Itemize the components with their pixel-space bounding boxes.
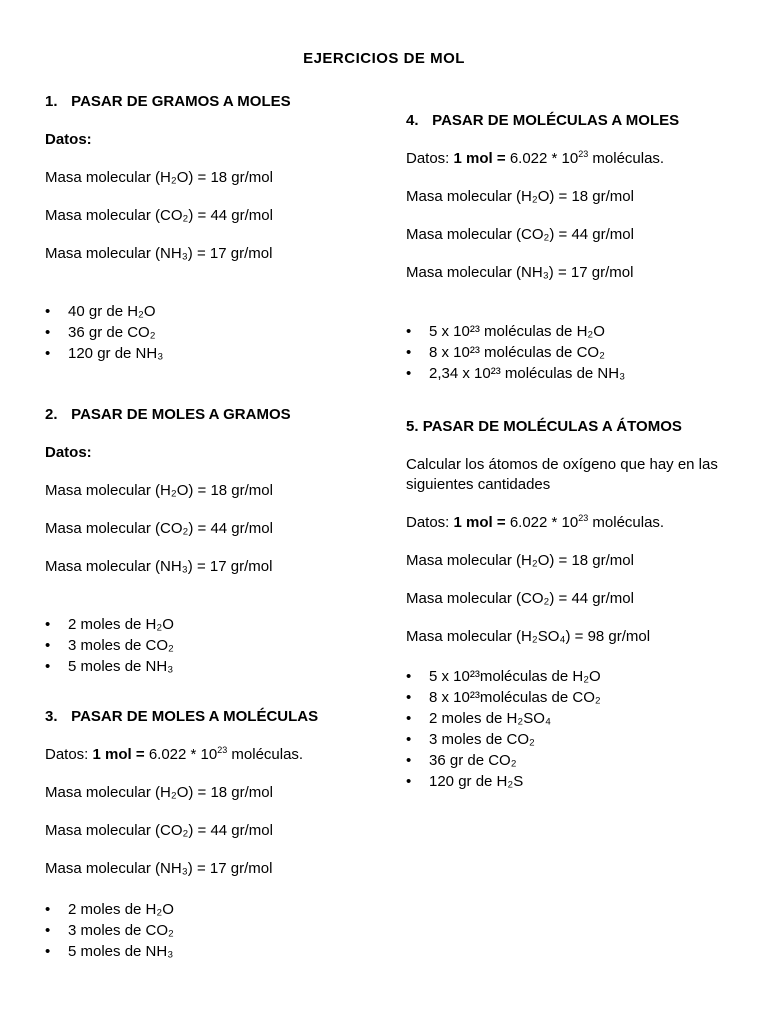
section-2-list [45, 614, 385, 677]
page-title: EJERCICIOS DE MOL [303, 50, 465, 67]
section-3-heading [45, 707, 385, 727]
section-1-line-co2: Masa molecular (CO₂) = 44 gr/mol [45, 207, 273, 224]
section-4-line-nh3: Masa molecular (NH₃) = 17 gr/mol [406, 264, 634, 281]
list-item: • 36 gr de CO₂ [45, 324, 156, 341]
section-5-title: PASAR DE MOLÉCULAS A ÁTOMOS [422, 418, 682, 435]
section-3-list [45, 899, 385, 962]
list-item: • 3 moles de CO₂ [406, 731, 535, 748]
section-5-line-h2o: Masa molecular (H₂O) = 18 gr/mol [406, 552, 634, 569]
list-item: • 120 gr de H₂S [406, 773, 524, 790]
section-3-line-co2: Masa molecular (CO₂) = 44 gr/mol [45, 822, 273, 839]
section-4-title: PASAR DE MOLÉCULAS A MOLES [432, 112, 680, 129]
list-item: • 2 moles de H₂SO₄ [406, 710, 551, 727]
section-2-datos: Datos: [45, 444, 92, 461]
section-3-datos: Datos: 1 mol = $6.022 * 10^{23}$ moléculas. [45, 745, 304, 763]
list-item: • 120 gr de NH₃ [45, 345, 164, 362]
section-4-list [406, 321, 746, 384]
list-item: • 40 gr de H₂O [45, 303, 156, 320]
section-4-number: 4. [406, 112, 419, 129]
section-2-line-h2o: Masa molecular (H₂O) = 18 gr/mol [45, 482, 273, 499]
section-5-line-h2so4: Masa molecular (H₂SO₄) = 98 gr/mol [406, 628, 651, 645]
section-5-heading [406, 417, 746, 437]
list-item: • 8 x 10²³moléculas de CO₂ [406, 689, 601, 706]
section-4 [406, 111, 746, 384]
section-2-line-nh3: Masa molecular (NH₃) = 17 gr/mol [45, 558, 273, 575]
section-2-line-co2: Masa molecular (CO₂) = 44 gr/mol [45, 520, 273, 537]
section-2-heading [45, 405, 385, 425]
section-5-list [406, 666, 746, 792]
list-item: • 2 moles de H₂O [45, 616, 174, 633]
list-item: • 8 x 10²³ moléculas de CO₂ [406, 344, 605, 361]
list-item: • 5 moles de NH₃ [45, 943, 174, 960]
section-1-line-nh3: Masa molecular (NH₃) = 17 gr/mol [45, 245, 273, 262]
list-item: • 5 x 10²³moléculas de H₂O [406, 668, 601, 685]
section-3-title: PASAR DE MOLES A MOLÉCULAS [71, 708, 319, 725]
section-3-number: 3. [45, 708, 58, 725]
list-item: • 3 moles de CO₂ [45, 922, 174, 939]
section-4-line-h2o: Masa molecular (H₂O) = 18 gr/mol [406, 188, 634, 205]
section-4-datos: Datos: 1 mol = $6.022 * 10^{23}$ moléculas. [406, 149, 665, 167]
list-item: • 5 moles de NH₃ [45, 658, 174, 675]
section-5-number: 5. [406, 418, 419, 435]
section-2-title: PASAR DE MOLES A GRAMOS [71, 406, 291, 423]
section-4-heading [406, 111, 746, 131]
section-3 [45, 707, 385, 962]
section-1-line-h2o: Masa molecular (H₂O) = 18 gr/mol [45, 169, 273, 186]
section-1 [45, 92, 385, 364]
list-item: • 36 gr de CO₂ [406, 752, 517, 769]
section-3-line-nh3: Masa molecular (NH₃) = 17 gr/mol [45, 860, 273, 877]
section-5-datos: Datos: 1 mol = $6.022 * 10^{23}$ moléculas. [406, 513, 665, 531]
list-item: • 3 moles de CO₂ [45, 637, 174, 654]
section-2 [45, 405, 385, 677]
list-item: • 5 x 10²³ moléculas de H₂O [406, 323, 605, 340]
section-1-title: PASAR DE GRAMOS A MOLES [71, 93, 291, 110]
section-5-line-co2: Masa molecular (CO₂) = 44 gr/mol [406, 590, 634, 607]
list-item: • 2 moles de H₂O [45, 901, 174, 918]
section-5-intro: Calcular los átomos de oxígeno que hay en las siguientes cantidades [406, 456, 718, 493]
section-5 [406, 417, 746, 792]
list-item: • 2,34 x 10²³ moléculas de NH₃ [406, 365, 626, 382]
section-1-datos: Datos: [45, 131, 92, 148]
section-2-number: 2. [45, 406, 58, 423]
section-1-number: 1. [45, 93, 58, 110]
section-3-line-h2o: Masa molecular (H₂O) = 18 gr/mol [45, 784, 273, 801]
section-1-heading [45, 92, 385, 112]
section-1-list [45, 301, 385, 364]
section-4-line-co2: Masa molecular (CO₂) = 44 gr/mol [406, 226, 634, 243]
